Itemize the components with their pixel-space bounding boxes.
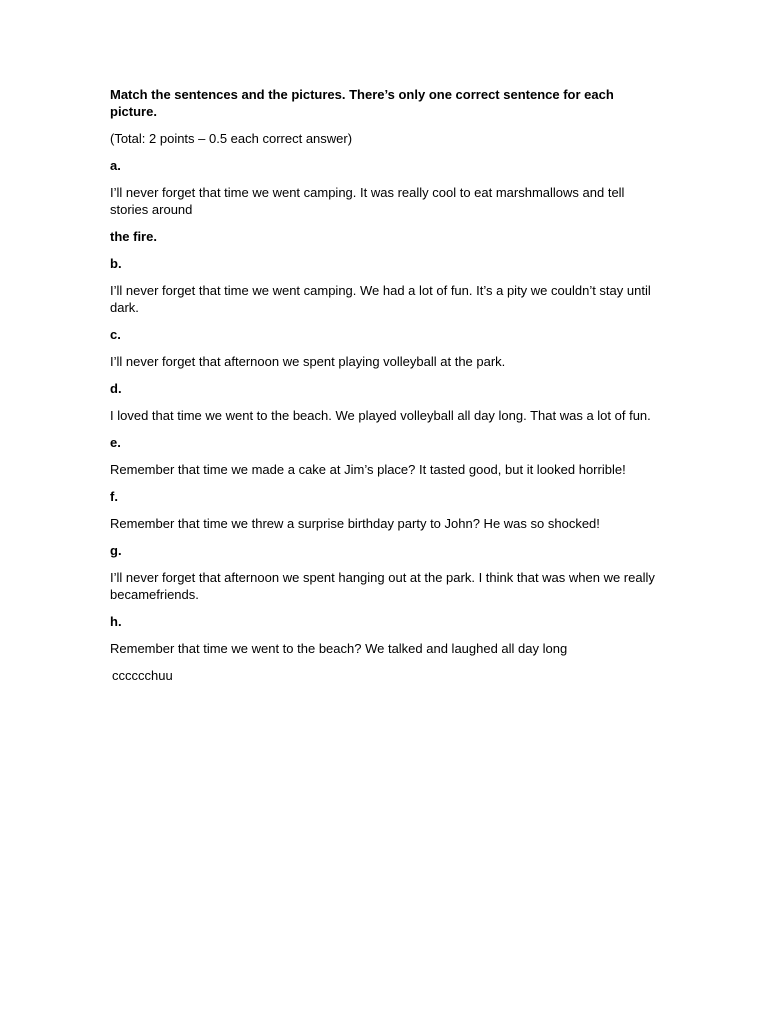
item-text-f: Remember that time we threw a surprise birthday party to John? He was so shocked! <box>110 516 600 531</box>
total-points: (Total: 2 points – 0.5 each correct answer) <box>110 131 353 146</box>
item-text-h: Remember that time we went to the beach? We talked and laughed all day long <box>110 641 568 656</box>
item-letter-g: g. <box>110 543 122 558</box>
item-letter-d: d. <box>110 381 122 396</box>
item-letter-a: a. <box>110 158 121 173</box>
item-letter-b: b. <box>110 256 122 271</box>
trailing-text: cccccchuu <box>112 668 173 683</box>
item-text-e: Remember that time we made a cake at Jim’s place? It tasted good, but it looked horrible! <box>110 462 626 477</box>
item-text-d: I loved that time we went to the beach. We played volleyball all day long. That was a lot of fun. <box>110 408 651 423</box>
item-text-g: I’ll never forget that afternoon we spent hanging out at the park. I think that was when we really becamefriends. <box>110 570 655 602</box>
item-text-c: I’ll never forget that afternoon we spent playing volleyball at the park. <box>110 354 506 369</box>
item-text-a: I’ll never forget that time we went camping. It was really cool to eat marshmallows and tell stories around <box>110 185 625 217</box>
document-page <box>110 86 660 694</box>
item-letter-c: c. <box>110 327 121 342</box>
instruction-heading: Match the sentences and the pictures. There’s only one correct sentence for each picture. <box>110 87 614 119</box>
item-text-b: I’ll never forget that time we went camping. We had a lot of fun. It’s a pity we couldn’t stay until dark. <box>110 283 651 315</box>
item-letter-e: e. <box>110 435 121 450</box>
item-extra-a: the fire. <box>110 229 157 244</box>
item-letter-h: h. <box>110 614 122 629</box>
item-letter-f: f. <box>110 489 118 504</box>
